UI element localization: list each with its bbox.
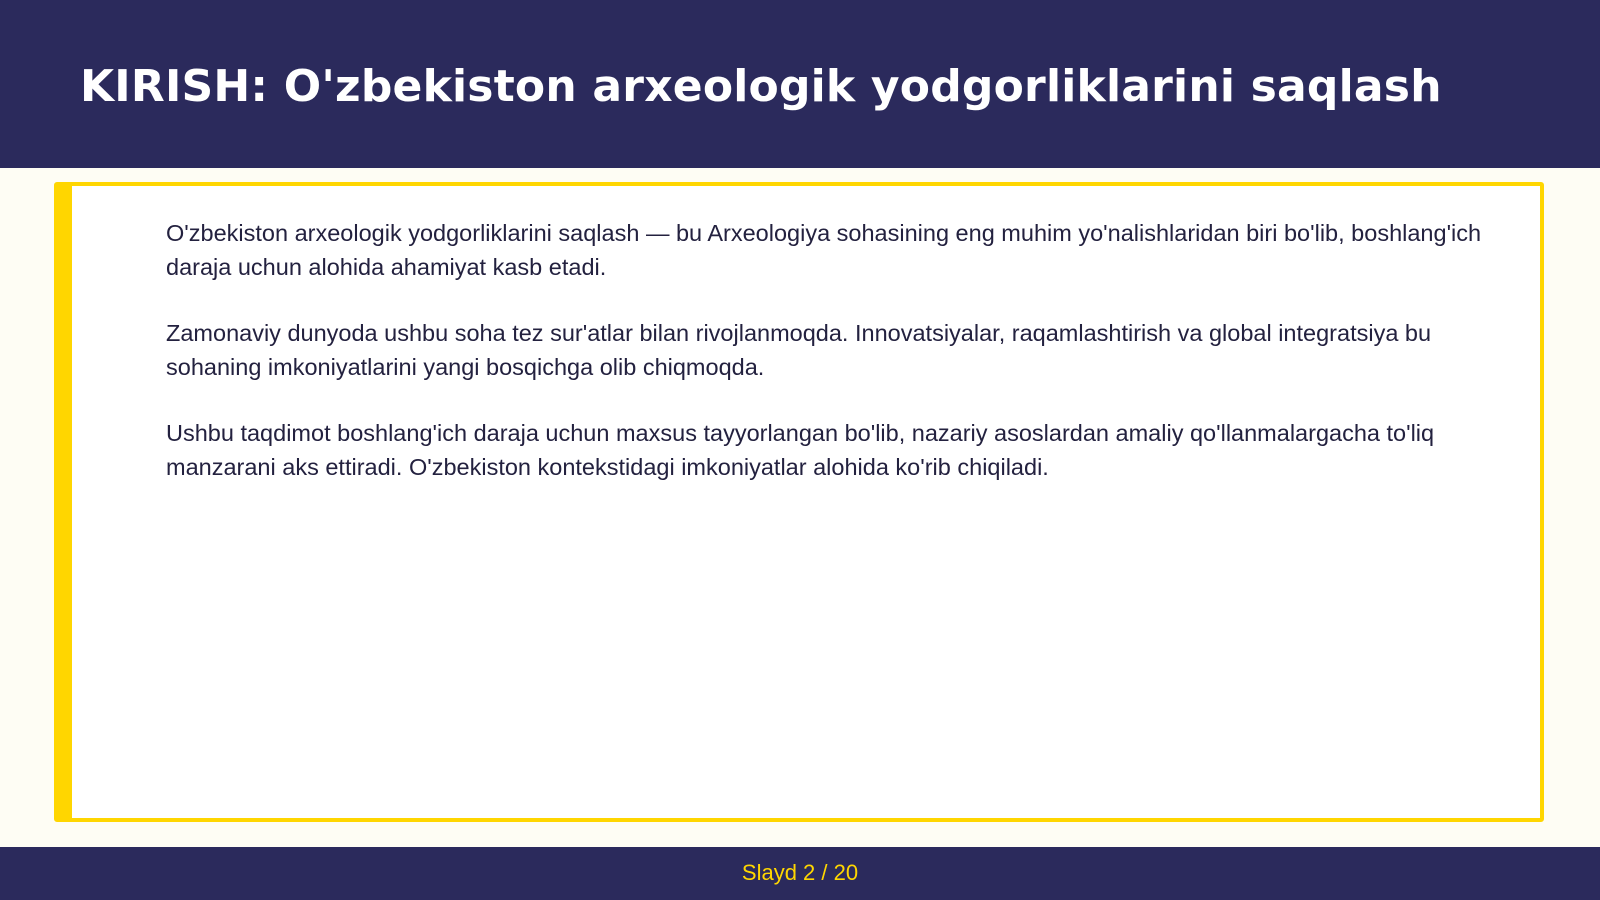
slide-footer [0,847,1600,900]
slide-counter: Slayd 2 / 20 [741,860,859,885]
slide-title: KIRISH: O'zbekiston arxeologik yodgorliklarini saqlash [80,61,1442,112]
content-card [54,182,1544,822]
presentation-purpose-paragraph: Ushbu taqdimot boshlang'ich daraja uchun maxsus tayyorlangan bo'lib, nazariy asoslardan amaliy qo'llanmalargacha to'liq manzarani aks ettiradi. O'zbekiston kontekstidagi imkoniyatlar alohida ko'rib chiqiladi. [166,420,1435,480]
intro-paragraph: O'zbekiston arxeologik yodgorliklarini saqlash — bu Arxeologiya sohasining eng muhim yo'nalishlaridan biri bo'lib, boshlang'ich daraja uchun alohida ahamiyat kasb etadi. [166,220,1482,280]
slide-header [0,0,1600,168]
content-body [166,216,1490,516]
modern-world-paragraph: Zamonaviy dunyoda ushbu soha tez sur'atlar bilan rivojlanmoqda. Innovatsiyalar, raqamlashtirish va global integratsiya bu sohaning imkoniyatlarini yangi bosqichga olib chiqmoqda. [166,320,1432,380]
